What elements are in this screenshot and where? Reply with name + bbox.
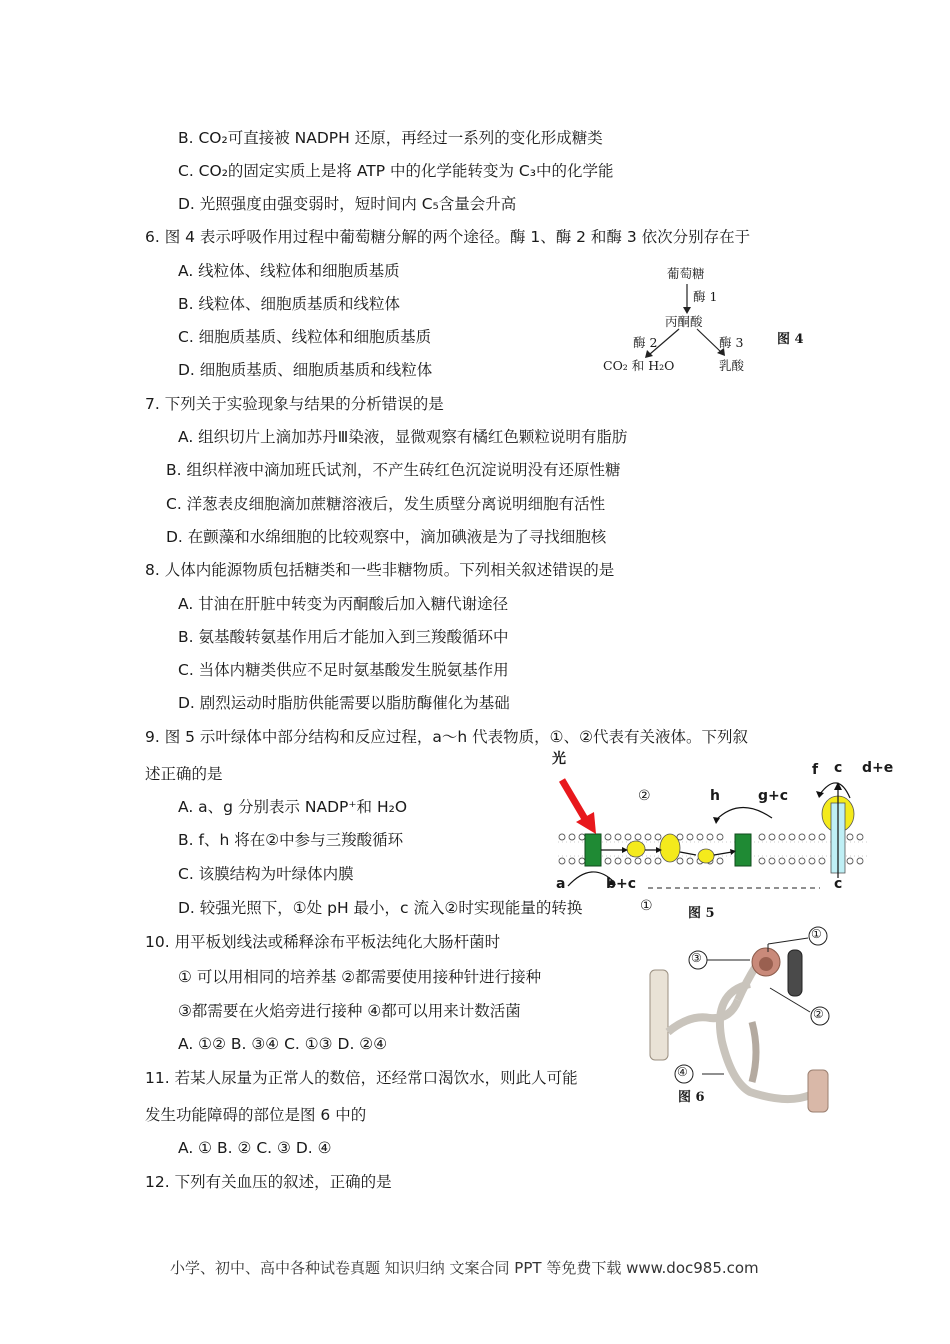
label-2: ② xyxy=(813,1007,824,1021)
glucose-label: 葡萄糖 xyxy=(667,266,705,281)
figure-5 xyxy=(550,748,900,923)
c-top-label: c xyxy=(834,760,843,776)
g-c-label: g+c xyxy=(758,788,789,804)
collecting-duct xyxy=(650,970,668,1060)
text-line-q6: 6. 图 4 表示呼吸作用过程中葡萄糖分解的两个途径。酶 1、酶 2 和酶 3 依次分别存在于 xyxy=(145,228,751,246)
light-arrow xyxy=(562,780,588,824)
photosystem-1 xyxy=(735,834,751,866)
blood-vessel xyxy=(788,950,802,996)
aerobic-product-label: CO₂ 和 H₂O xyxy=(603,358,675,373)
text-line-q6d: D. 细胞质基质、细胞质基质和线粒体 xyxy=(178,361,433,379)
text-line-q9c: C. 该膜结构为叶绿体内膜 xyxy=(178,865,354,883)
text-line-q11: 11. 若某人尿量为正常人的数倍，还经常口渴饮水，则此人可能 xyxy=(145,1069,578,1087)
d-e-label: d+e xyxy=(862,760,894,776)
h-label: h xyxy=(710,788,720,804)
text-line-q6c: C. 细胞质基质、线粒体和细胞质基质 xyxy=(178,328,432,346)
text-line-q8c: C. 当体内糖类供应不足时氨基酸发生脱氨基作用 xyxy=(178,661,509,679)
text-line-q8b: B. 氨基酸转氨基作用后才能加入到三羧酸循环中 xyxy=(178,628,509,646)
pyruvate-label: 丙酮酸 xyxy=(665,314,703,329)
text-line-q10o: A. ①② B. ③④ C. ①③ D. ②④ xyxy=(178,1035,388,1053)
text-line-q8a: A. 甘油在肝脏中转变为丙酮酸后加入糖代谢途径 xyxy=(178,595,509,613)
text-line-q7b: B. 组织样液中滴加班氏试剂，不产生砖红色沉淀说明没有还原性糖 xyxy=(166,461,621,479)
b-c-label: b+c xyxy=(606,876,637,892)
region-2-label: ② xyxy=(638,788,651,804)
text-line-q7: 7. 下列关于实验现象与结果的分析错误的是 xyxy=(145,395,444,413)
cytochrome xyxy=(660,834,680,862)
plastoquinone xyxy=(627,841,645,857)
figure-5-diagram xyxy=(550,748,900,923)
text-line-q8: 8. 人体内能源物质包括糖类和一些非糖物质。下列相关叙述错误的是 xyxy=(145,561,615,579)
enzyme2-label: 酶 2 xyxy=(633,335,658,350)
text-line-q11b: 发生功能障碍的部位是图 6 中的 xyxy=(145,1106,367,1124)
c-bottom-label: c xyxy=(834,876,843,892)
text-line-q9b: B. f、h 将在②中参与三羧酸循环 xyxy=(178,831,404,849)
text-line-q10: 10. 用平板划线法或稀释涂布平板法纯化大肠杆菌时 xyxy=(145,933,501,951)
plastocyanin xyxy=(698,849,714,863)
figure-6-nephron xyxy=(640,922,840,1142)
figure-5-label: 图 5 xyxy=(688,906,715,921)
text-line-q12: 12. 下列有关血压的叙述，正确的是 xyxy=(145,1173,392,1191)
text-line-q5d: D. 光照强度由强变弱时，短时间内 C₅含量会升高 xyxy=(178,195,517,213)
figure-4 xyxy=(595,262,815,382)
enzyme1-label: 酶 1 xyxy=(693,289,718,304)
text-line-q10s2: ③都需要在火焰旁进行接种 ④都可以用来计数活菌 xyxy=(178,1002,521,1020)
label-3: ③ xyxy=(691,951,702,965)
text-line-q9a: A. a、g 分别表示 NADP⁺和 H₂O xyxy=(178,798,408,816)
label-1: ① xyxy=(811,927,822,941)
label-4: ④ xyxy=(677,1065,688,1079)
text-line-q5b: B. CO₂可直接被 NADPH 还原，再经过一系列的变化形成糖类 xyxy=(178,129,603,147)
text-line-q7a: A. 组织切片上滴加苏丹Ⅲ染液，显微观察有橘红色颗粒说明有脂肪 xyxy=(178,428,628,446)
text-line-q7c: C. 洋葱表皮细胞滴加蔗糖溶液后，发生质壁分离说明细胞有活性 xyxy=(166,495,606,513)
text-line-q11o: A. ① B. ② C. ③ D. ④ xyxy=(178,1139,332,1157)
text-line-q8d: D. 剧烈运动时脂肪供能需要以脂肪酶催化为基础 xyxy=(178,694,510,712)
lactic-product-label: 乳酸 xyxy=(719,358,745,373)
figure-6-label: 图 6 xyxy=(678,1090,705,1105)
f-label: f xyxy=(812,762,819,778)
enzyme3-label: 酶 3 xyxy=(719,335,744,350)
text-line-q6a: A. 线粒体、线粒体和细胞质基质 xyxy=(178,262,400,280)
text-line-q10s1: ① 可以用相同的培养基 ②都需要使用接种针进行接种 xyxy=(178,968,542,986)
figure-4-label: 图 4 xyxy=(777,332,804,347)
photosystem-2 xyxy=(585,834,601,866)
text-line-q6b: B. 线粒体、细胞质基质和线粒体 xyxy=(178,295,400,313)
text-line-q5c: C. CO₂的固定实质上是将 ATP 中的化学能转变为 C₃中的化学能 xyxy=(178,162,614,180)
light-label: 光 xyxy=(552,751,566,767)
text-line-q9: 9. 图 5 示叶绿体中部分结构和反应过程，a～h 代表物质，①、②代表有关液体。下列叙 xyxy=(145,728,748,746)
region-1-label: ① xyxy=(640,898,653,914)
arrow-pyruvate-lactic xyxy=(697,329,721,352)
a-label: a xyxy=(556,876,566,892)
figure-6 xyxy=(640,922,840,1142)
text-line-q7d: D. 在颤藻和水绵细胞的比较观察中，滴加碘液是为了寻找细胞核 xyxy=(166,528,607,546)
text-line-q9d: D. 较强光照下，①处 pH 最小，c 流入②时实现能量的转换 xyxy=(178,899,583,917)
text-line-q9b2: 述正确的是 xyxy=(145,765,223,783)
page-footer: 小学、初中、高中各种试卷真题 知识归纳 文案合同 PPT 等免费下载 www.doc985.com xyxy=(170,1259,759,1277)
